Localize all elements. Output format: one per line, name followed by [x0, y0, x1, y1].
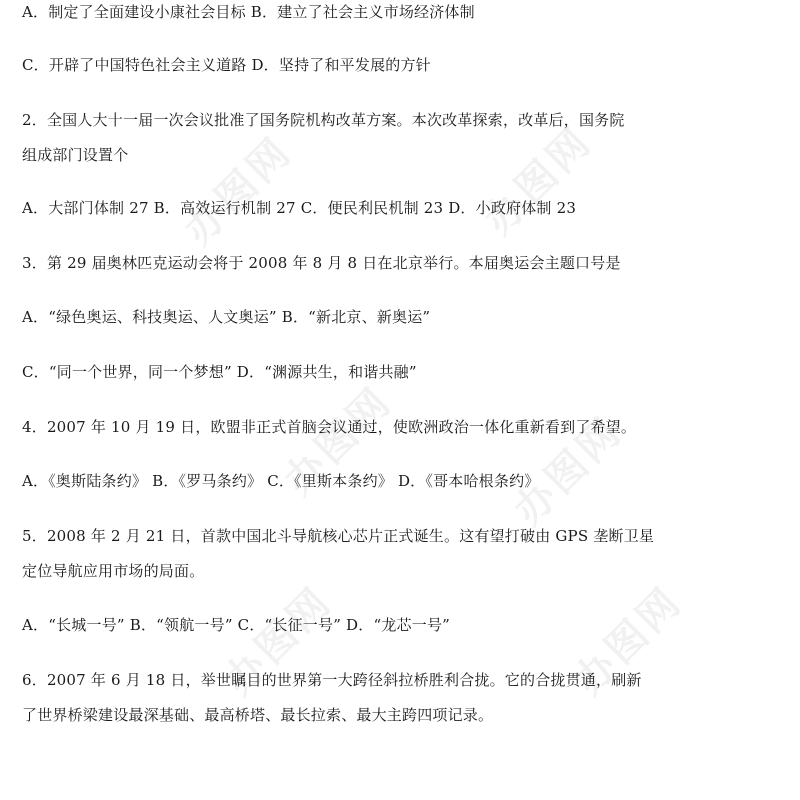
option-line-q3-cd: C．“同一个世界，同一个梦想” D．“渊源共生，和谐共融” — [22, 363, 417, 381]
question-2-continued: 组成部门设置个 — [22, 146, 129, 164]
question-6-continued: 了世界桥梁建设最深基础、最高桥塔、最长拉索、最大主跨四项记录。 — [22, 706, 494, 724]
watermark: 办图网 — [475, 118, 602, 244]
option-line-q1-ab: A．制定了全面建设小康社会目标 B．建立了社会主义市场经济体制 — [22, 3, 475, 21]
question-5-continued: 定位导航应用市场的局面。 — [22, 562, 205, 580]
option-line-q4: A．《奥斯陆条约》 B．《罗马条约》 C．《里斯本条约》 D．《哥本哈根条约》 — [22, 472, 540, 490]
watermark: 办图网 — [505, 408, 632, 534]
watermark: 办图网 — [175, 128, 302, 254]
question-4: 4．2007 年 10 月 19 日，欧盟非正式首脑会议通过，使欧洲政治一体化重新看到了希望。 — [22, 418, 637, 436]
watermark: 办图网 — [275, 378, 402, 504]
question-6: 6．2007 年 6 月 18 日，举世瞩目的世界第一大跨径斜拉桥胜利合拢。它的合拢贯通，刷新 — [22, 671, 642, 689]
option-line-q2: A．大部门体制 27 B．高效运行机制 27 C．便民利民机制 23 D．小政府体制 23 — [22, 199, 577, 217]
question-5: 5．2008 年 2 月 21 日，首款中国北斗导航核心芯片正式诞生。这有望打破由 GPS 垄断卫星 — [22, 527, 655, 545]
option-line-q1-cd: C．开辟了中国特色社会主义道路 D．坚持了和平发展的方针 — [22, 56, 431, 74]
watermark: 办图网 — [215, 578, 342, 704]
question-2: 2．全国人大十一届一次会议批准了国务院机构改革方案。本次改革探索，改革后，国务院 — [22, 111, 625, 129]
option-line-q5: A．“长城一号” B．“领航一号” C．“长征一号” D．“龙芯一号” — [22, 616, 451, 634]
question-3: 3．第 29 届奥林匹克运动会将于 2008 年 8 月 8 日在北京举行。本届奥运会主题口号是 — [22, 254, 621, 272]
option-line-q3-ab: A．“绿色奥运、科技奥运、人文奥运” B．“新北京、新奥运” — [22, 308, 431, 326]
watermark: 办图网 — [565, 578, 692, 704]
